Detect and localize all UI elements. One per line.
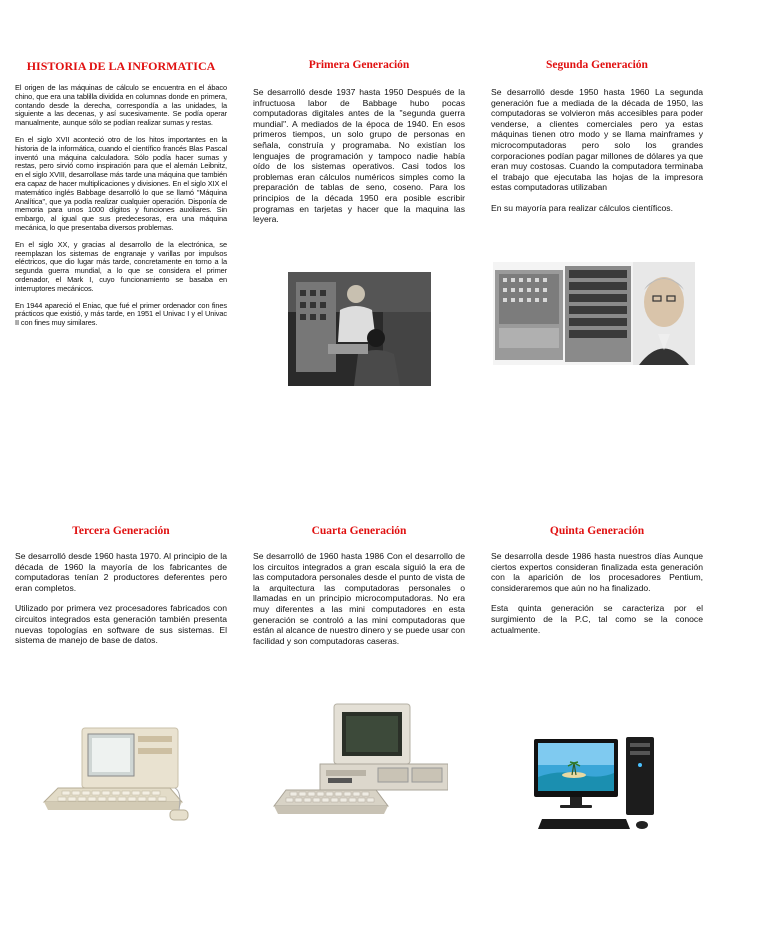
tercera-generacion-body — [15, 551, 227, 646]
quinta-generacion-photo — [530, 735, 660, 835]
column-tercera-generacion — [15, 525, 227, 656]
tercera-generacion-title: Tercera Generación — [72, 525, 170, 537]
historia-paragraph-4: En 1944 apareció el Eniac, que fué el primer ordenador con fines prácticos que existió, y más tarde, en 1951 el Univac I y el Univac II con fines muy similares. — [15, 300, 227, 328]
segunda-generacion-paragraph-1: Se desarrolló desde 1950 hasta 1960 La segunda generación fue a mediada de la década de 1950, las computadoras se volvieron más accesibles para poder venderse, a clientes comerciales pero ya estas máquinas tienen otro modo y se llama mainframes y microcomputadoras pero solo los grandes corporaciones podían pagar millones de dólares ya que eran muy costosas. Cuando la computadora terminaba el trabajo que ejecutaba las hojas de la impresora estas computadoras utilizaban — [491, 87, 703, 193]
tercera-generacion-photo — [40, 722, 200, 828]
cuarta-generacion-paragraph: Se desarrolló de 1960 hasta 1986 Con el desarrollo de los circuitos integrados a gran escala siguió la era de las computadora personales desde el punto de vista de la arquitectura las computadoras personales o llamadas en un principio microcomputadoras. No era muy diferentes a las mini computadores en esta generación se controló a las mini computadoras que están al alcance de nuestro dinero y se puede usar con facilidad y son computadoras caseras. — [253, 551, 465, 646]
historia-paragraph-3: En el siglo XX, y gracias al desarrollo de la electrónica, se reemplazan los sistemas de engranaje y varillas por impulsos eléctricos, que dio lugar más tarde, concretamente en torno a la segunda guerra mundial, a lo que se considera el primer ordenador, el Mark I, cuyo funcionamiento se basaba en interruptores mecánicos. — [15, 239, 227, 293]
column-primera-generacion — [253, 59, 465, 235]
segunda-generacion-photo — [493, 262, 695, 365]
segunda-generacion-body — [491, 87, 703, 214]
segunda-generacion-paragraph-2: En su mayoría para realizar cálculos científicos. — [491, 202, 673, 213]
historia-paragraph-2: En el siglo XVII aconteció otro de los hitos importantes en la historia de la informática, cuando el científico francés Blas Pascal inventó una máquina calculadora. Sólo podía hacer sumas y restas, pero sirvió como inspiración para que el alemán Leibnitz, en el siglo XVIII, desarrollase más tarde una máquina que también era capaz de hacer multiplicaciones y divisiones. En el siglo XIX el matemático inglés Babbage desarrolló lo que se llamó "Máquina Analítica", que ya podía realizar cualquier operación. Disponía de memoria para unos 1000 dígitos y funciones auxiliares. Sin embargo, al igual que sus predecesoras, era una máquina mecánica, lo que presentaba diversos problemas. — [15, 134, 227, 232]
quinta-generacion-paragraph-2: Esta quinta generación se caracteriza por el surgimiento de la P.C, tal como se la conoce actualmente. — [491, 603, 703, 635]
column-cuarta-generacion — [253, 525, 465, 656]
historia-body — [15, 84, 227, 328]
column-historia — [15, 59, 227, 336]
quinta-generacion-paragraph-1: Se desarrolla desde 1986 hasta nuestros días Aunque ciertos expertos consideran finalizada esta generación con la aparición de los procesadores Pentium, consideraremos que aún no ha finalizado. — [491, 551, 703, 593]
quinta-generacion-body — [491, 551, 703, 635]
historia-title: HISTORIA DE LA INFORMATICA — [26, 59, 216, 73]
cuarta-generacion-body — [253, 551, 465, 646]
primera-generacion-photo — [288, 272, 431, 386]
segunda-generacion-title: Segunda Generación — [546, 59, 648, 71]
cuarta-generacion-title: Cuarta Generación — [311, 525, 407, 537]
tercera-generacion-paragraph-1: Se desarrolló desde 1960 hasta 1970. Al principio de la década de 1960 la mayoría de los fabricantes de computadoras tenían 2 productores deferentes pero eran completos. — [15, 551, 227, 593]
historia-paragraph-1: El origen de las máquinas de cálculo se encuentra en el ábaco chino, que era una tablilla dividida en columnas donde en primera, contando desde la derecha, correspondía a las unidades, la siguiente a las decenas, y así sucesivamente. Se podía operar manualmente, aunque sólo se podían realizar sumas y restas. — [15, 83, 227, 128]
primera-generacion-paragraph: Se desarrolló desde 1937 hasta 1950 Después de la infructuosa labor de Babbage hubo pocas computadoras digitales antes de la "segunda guerra mundial". A mediados de la época de 1940. En esos primeros tiempos, un solo grupo de personas en señala, construía y programaba. No existían los lenguajes de programación y tampoco nadie había oído de los sistemas operativos. Casi todos los problemas eran cálculos numéricos simples como la preparación de tablas de seno, coseno. Para los principios de la década 1950 era posible escribir programas en tarjetas y hacer que la maquina las leyera. — [253, 87, 465, 225]
primera-generacion-body — [253, 87, 465, 225]
primera-generacion-title: Primera Generación — [308, 59, 410, 71]
cuarta-generacion-photo — [272, 702, 448, 822]
tercera-generacion-paragraph-2: Utilizado por primera vez procesadores fabricados con circuitos integrados esta generación también presenta nuevas topologías en software de sus sistemas. El sistema de manejo de base de datos. — [15, 603, 227, 646]
column-segunda-generacion — [491, 59, 703, 224]
column-quinta-generacion — [491, 525, 703, 645]
quinta-generacion-title: Quinta Generación — [549, 525, 645, 537]
